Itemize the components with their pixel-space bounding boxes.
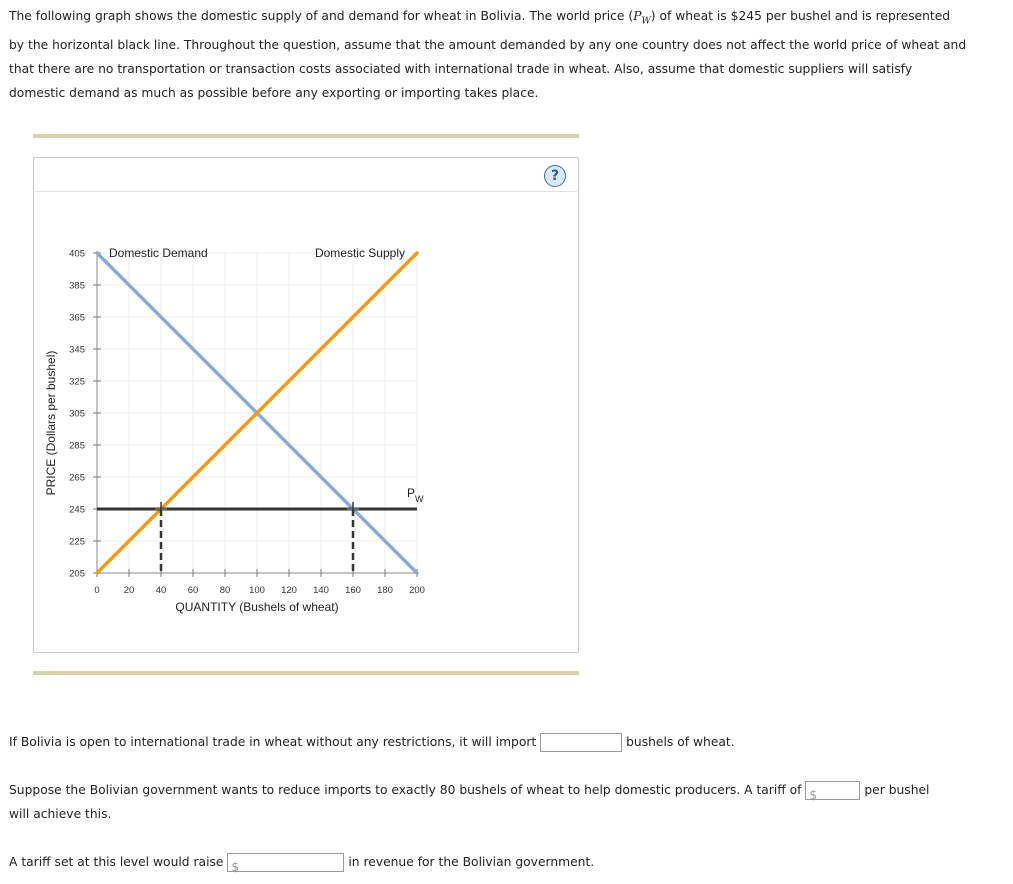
x-tick-label: 100 [249, 585, 265, 596]
x-tick-label: 120 [281, 585, 297, 596]
question-1: If Bolivia is open to international trade in wheat without any restrictions, it will import bushels of wheat. [9, 730, 735, 754]
y-tick-label: 305 [69, 408, 85, 420]
y-tick-label: 285 [69, 440, 85, 452]
x-tick-label: 0 [94, 585, 100, 596]
top-divider [33, 134, 579, 138]
bottom-divider [33, 671, 579, 675]
help-icon[interactable]: ? [544, 165, 566, 187]
y-tick-label: 365 [69, 312, 85, 324]
supply-label: Domestic Supply [314, 246, 405, 260]
world-price-symbol: $P_W$ [633, 9, 651, 27]
x-axis-label: QUANTITY (Bushels of wheat) [175, 600, 339, 614]
intro-text: The following graph shows the domestic supply of and demand for wheat in Bolivia. The world price $(P_W)$ of wheat is $245 per bushel and is represented by the horizontal black line. Throughout the question, assume that the amount demanded by any one country does not affect the world price of wheat and that there are no transportation or transaction costs associated with international trade in wheat. Also, assume that domestic suppliers will satisfy domestic demand as much as possible before any exporting or importing takes place. [9, 9, 967, 101]
y-tick-label: 225 [69, 536, 85, 548]
x-tick-label: 40 [155, 585, 167, 596]
question-3: A tariff set at this level would raise $ in revenue for the Bolivian government. [9, 855, 595, 874]
x-tick-label: 160 [345, 585, 361, 596]
y-tick-label: 325 [69, 376, 85, 388]
y-tick-label: 385 [69, 280, 85, 292]
x-tick-label: 200 [409, 585, 425, 596]
y-tick-label: 265 [69, 472, 85, 484]
question-2: Suppose the Bolivian government wants to reduce imports to exactly 80 bushels of wheat to help domestic producers. A tariff of $ per bushel will achieve this. [9, 783, 930, 821]
import-quantity-input[interactable] [540, 733, 622, 752]
supply-demand-chart [34, 158, 578, 652]
tariff-input[interactable]: $ [805, 781, 860, 800]
x-tick-label: 20 [123, 585, 135, 596]
y-tick-label: 245 [69, 504, 85, 516]
y-tick-label: 345 [69, 344, 85, 356]
y-tick-label: 405 [69, 248, 85, 260]
y-axis-label: PRICE (Dollars per bushel) [44, 350, 58, 496]
graph-panel [33, 157, 579, 653]
x-tick-label: 180 [377, 585, 393, 596]
demand-label: Domestic Demand [109, 246, 208, 260]
y-tick-label: 205 [69, 568, 85, 580]
revenue-input[interactable]: $ [227, 853, 344, 872]
x-tick-label: 140 [313, 585, 329, 596]
world-price-label: $P_W$ [407, 486, 424, 504]
x-tick-label: 60 [187, 585, 199, 596]
x-tick-label: 80 [219, 585, 231, 596]
